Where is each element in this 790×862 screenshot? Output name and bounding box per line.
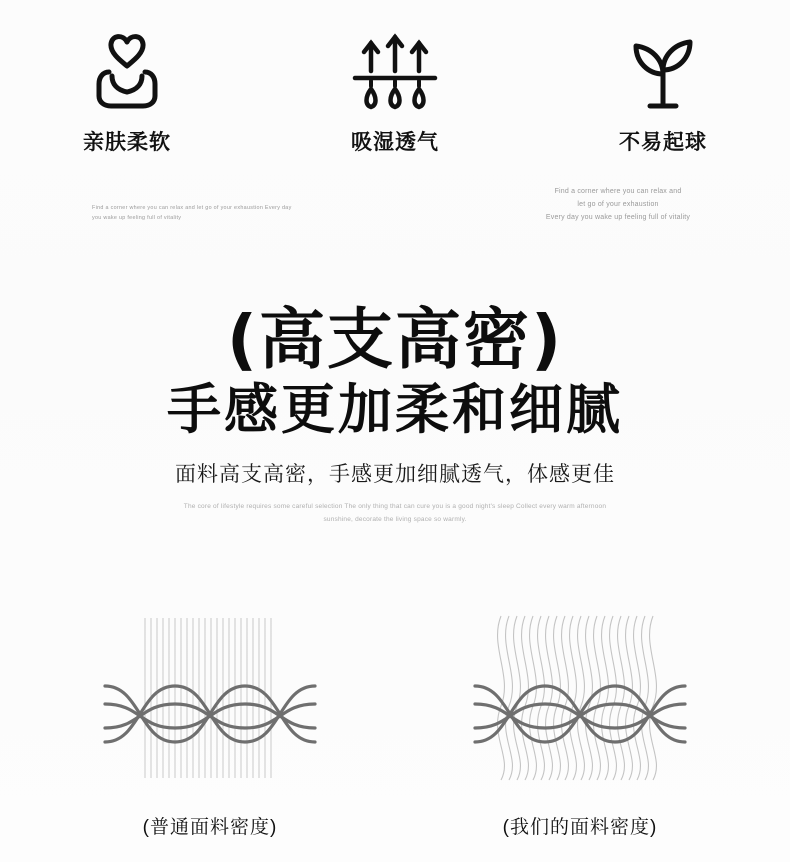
headline-english: The core of lifestyle requires some careful selection The only thing that can cure you is a good night's sleep Collect every warm afternoon sunshine, decorate the living space so warmly. — [183, 502, 607, 523]
comparison-caption: (普通面料密度) — [142, 817, 278, 838]
english-caption-left: Find a corner where you can relax and let go of your exhaustion Every day you wake up feeling full of vitality — [92, 205, 292, 222]
english-caption-right-line: Find a corner where you can relax and — [554, 188, 682, 195]
headline-sub: 手感更加柔和细腻 — [167, 378, 623, 442]
comparison-caption: (我们的面料密度) — [502, 817, 658, 838]
english-caption-right-line: Every day you wake up feeling full of vitality — [545, 213, 691, 221]
feature-item-anti-pilling — [588, 26, 738, 156]
headline-block — [0, 301, 790, 526]
feature-item-breathable — [320, 26, 470, 156]
headline-description: 面料高支高密，手感更加细腻透气，体感更佳 — [175, 462, 615, 486]
headline-main: (高支高密) — [226, 301, 564, 378]
hands-heart-icon — [52, 26, 202, 118]
feature-label: 不易起球 — [619, 131, 707, 154]
moisture-breathable-icon — [320, 26, 470, 118]
fabric-density-comparison — [0, 608, 790, 839]
feature-row — [0, 0, 790, 156]
feature-item-soft — [52, 26, 202, 156]
feature-label: 亲肤柔软 — [83, 131, 171, 154]
comparison-ours — [450, 608, 710, 839]
english-caption-right — [528, 186, 708, 225]
english-caption-right-line: let go of your exhaustion — [577, 200, 659, 208]
comparison-ordinary — [80, 608, 340, 839]
sprout-no-pilling-icon — [588, 26, 738, 118]
weave-illustration-ours — [450, 608, 710, 798]
feature-label: 吸湿透气 — [351, 131, 439, 154]
weave-illustration-ordinary — [80, 608, 340, 798]
